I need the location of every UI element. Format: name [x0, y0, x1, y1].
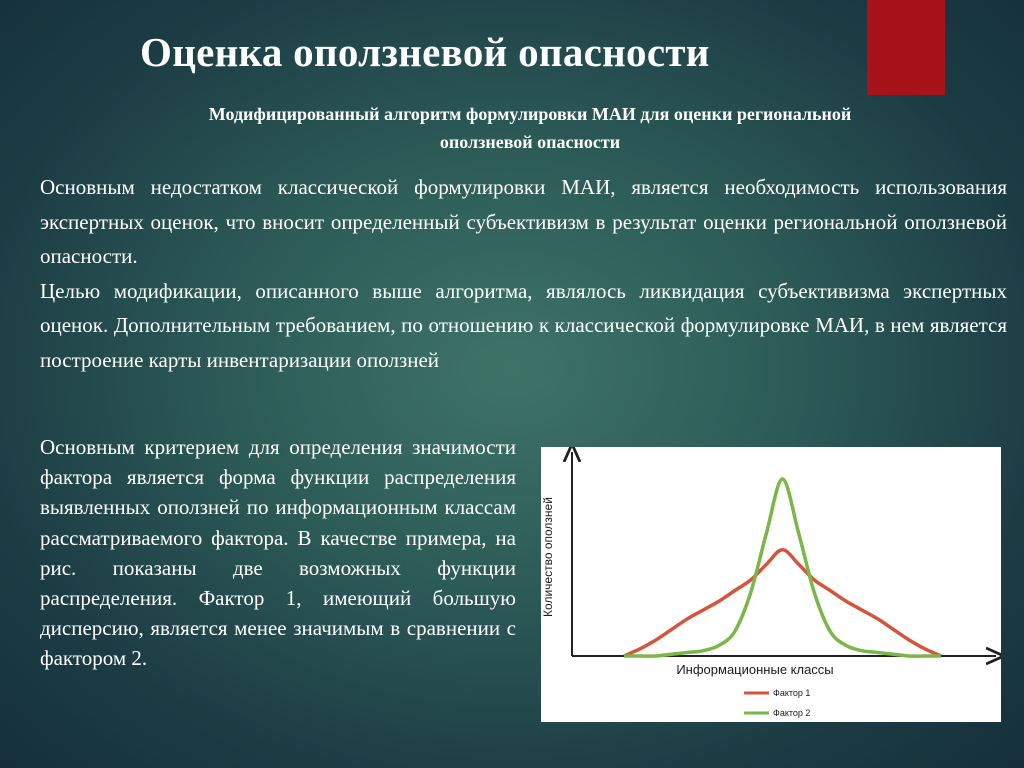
x-axis-label: Информационные классы: [676, 662, 834, 677]
subtitle-line-1: Модифицированный алгоритм формулировки МАИ для оценки региональной: [208, 104, 852, 124]
accent-bar: [867, 0, 945, 95]
series-layer: [624, 479, 941, 656]
paragraph-1: Основным недостатком классической формулировки МАИ, является необходимость использования экспертных оценок, что вносит определенный субъективизм в результат оценки региональной оползневой опасности.: [40, 175, 1007, 268]
paragraph-2: Целью модификации, описанного выше алгоритма, являлось ликвидация субъективизма экспертных оценок. Дополнительным требованием, по отношению к классической формулировке МАИ, в нем является построение карты инвентаризации оползней: [40, 278, 1007, 372]
legend-label-factor-1: Фактор 1: [773, 688, 811, 698]
paragraph-3: Основным критерием для определения значимости фактора является форма функции распределения выявленных оползней по информационным классам рассматриваемого фактора. В качестве примера, на рис. показаны две возможных функции распределения. Фактор 1, имеющий большую дисперсию, является менее значимым в сравнении с фактором 2.: [40, 435, 516, 671]
series-line-factor-1: [624, 550, 941, 656]
subtitle-line-2: оползневой опасности: [439, 132, 621, 152]
distribution-chart: [541, 447, 1001, 722]
body-text: [40, 170, 1007, 377]
chart-svg: [541, 447, 1001, 722]
slide-title: Оценка оползневой опасности: [140, 29, 710, 75]
y-axis-label: Количество оползней: [541, 497, 555, 617]
slide-subtitle: [100, 100, 960, 156]
legend-label-factor-2: Фактор 2: [773, 708, 811, 718]
